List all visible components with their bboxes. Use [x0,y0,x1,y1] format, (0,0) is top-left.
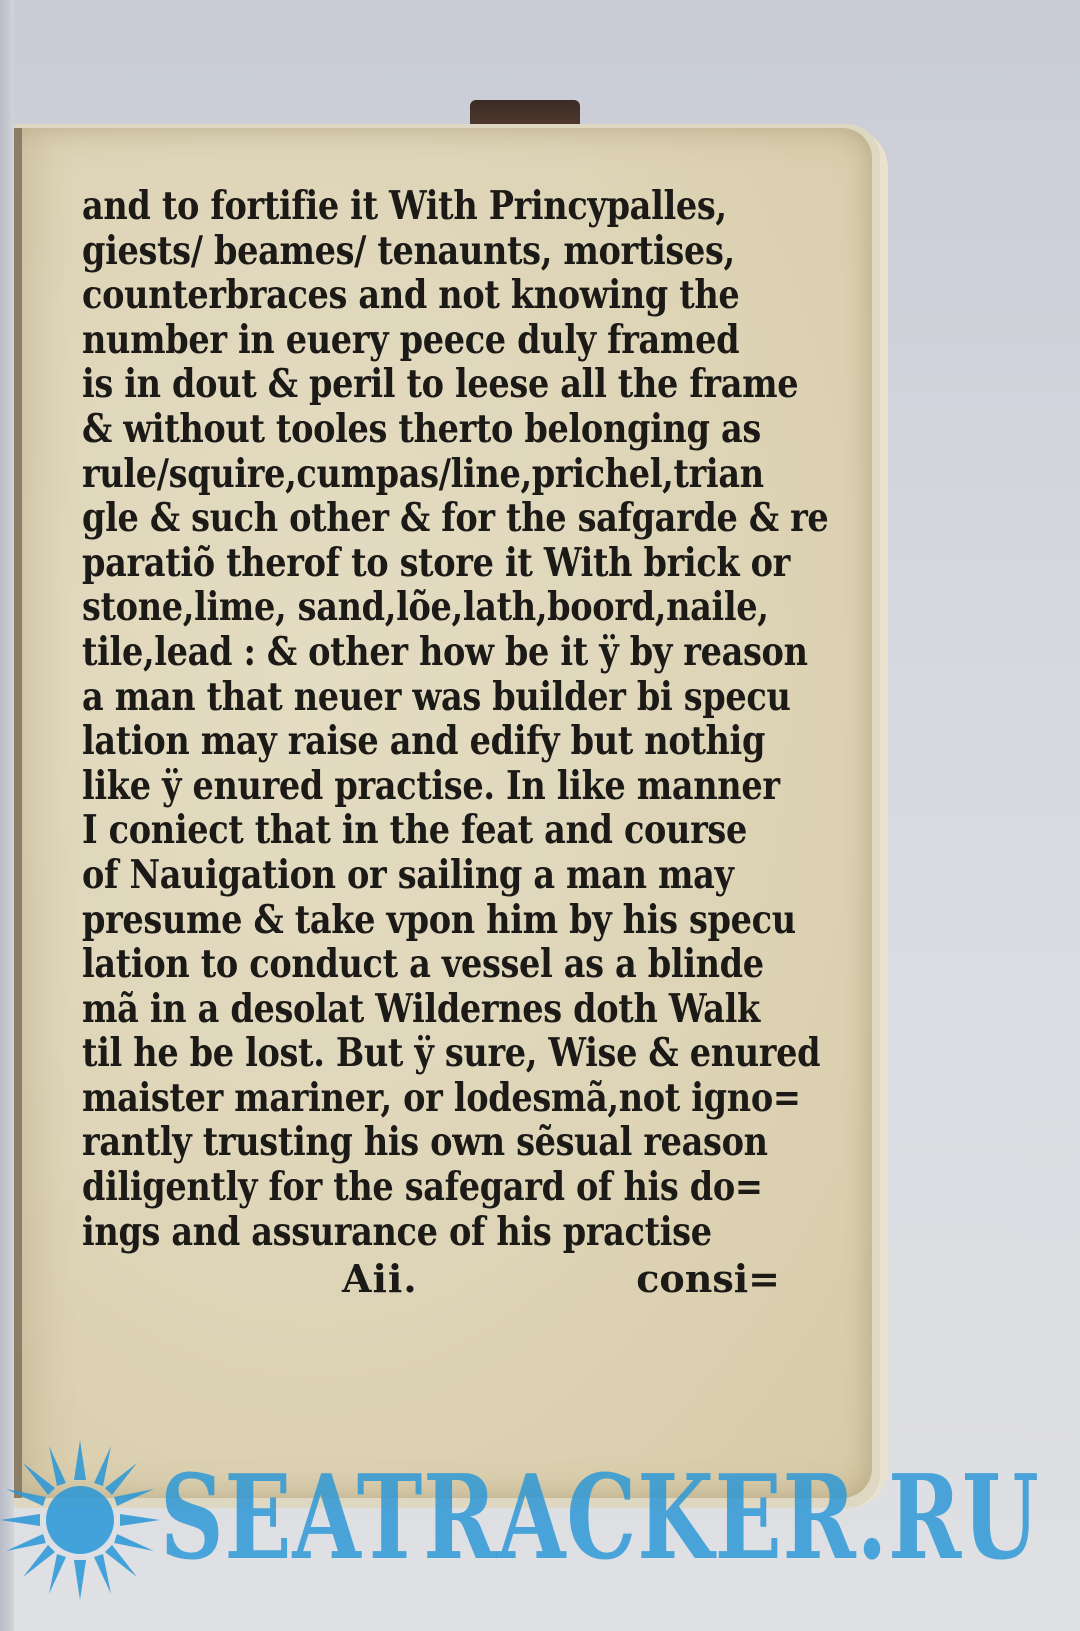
text-line: tile,lead : & other how be it ÿ by reason [82,628,808,675]
text-line: a man that neuer was builder bi specu [82,673,791,720]
text-line: diligently for the safegard of his do= [82,1164,763,1211]
text-line: and to fortifie it With Princypalles, [82,183,727,229]
text-line: lation to conduct a vessel as a blinde [82,941,764,988]
page-footer [82,1256,782,1304]
text-line: lation may raise and edify but nothig [82,718,766,765]
text-line: ings and assurance of his practise [82,1208,712,1255]
text-line: number in euery peece duly framed [82,316,740,363]
sun-logo-icon [0,1440,160,1600]
signature-mark: Aii. [342,1256,418,1301]
left-shadow [0,0,14,1631]
text-line: til he be lost. But ÿ sure, Wise & enured [82,1030,821,1077]
catchword: consi= [636,1256,780,1301]
text-line: counterbraces and not knowing the [82,272,740,319]
watermark-text: SEATRACKER.RU [160,1450,1040,1586]
watermark [0,1440,1080,1631]
page-gutter [14,128,22,1498]
text-line: of Nauigation or sailing a man may [82,851,734,898]
text-line: I coniect that in the feat and course [82,807,747,854]
text-line: like ÿ enured practise. In like manner [82,762,780,809]
text-line: is in dout & peril to leese all the frame [82,361,799,408]
text-line: presume & take vpon him by his specu [82,896,796,943]
text-line: gle & such other & for the safgarde & re [82,495,829,542]
text-line: maister mariner, or lodesmã,not igno= [82,1074,801,1121]
text-line: rantly trusting his own sẽsual reason [82,1119,768,1166]
text-line: giests/ beames/ tenaunts, mortises, [82,227,735,274]
text-line: paratiõ therof to store it With brick or [82,539,790,586]
text-line: stone,lime, sand,lõe,lath,boord,naile, [82,584,769,631]
page-text-block [82,183,829,1255]
text-line: rule/squire,cumpas/line,prichel,trian [82,450,764,497]
text-line: mã in a desolat Wildernes doth Walk [82,985,760,1032]
text-line: & without tooles therto belonging as [82,405,761,452]
